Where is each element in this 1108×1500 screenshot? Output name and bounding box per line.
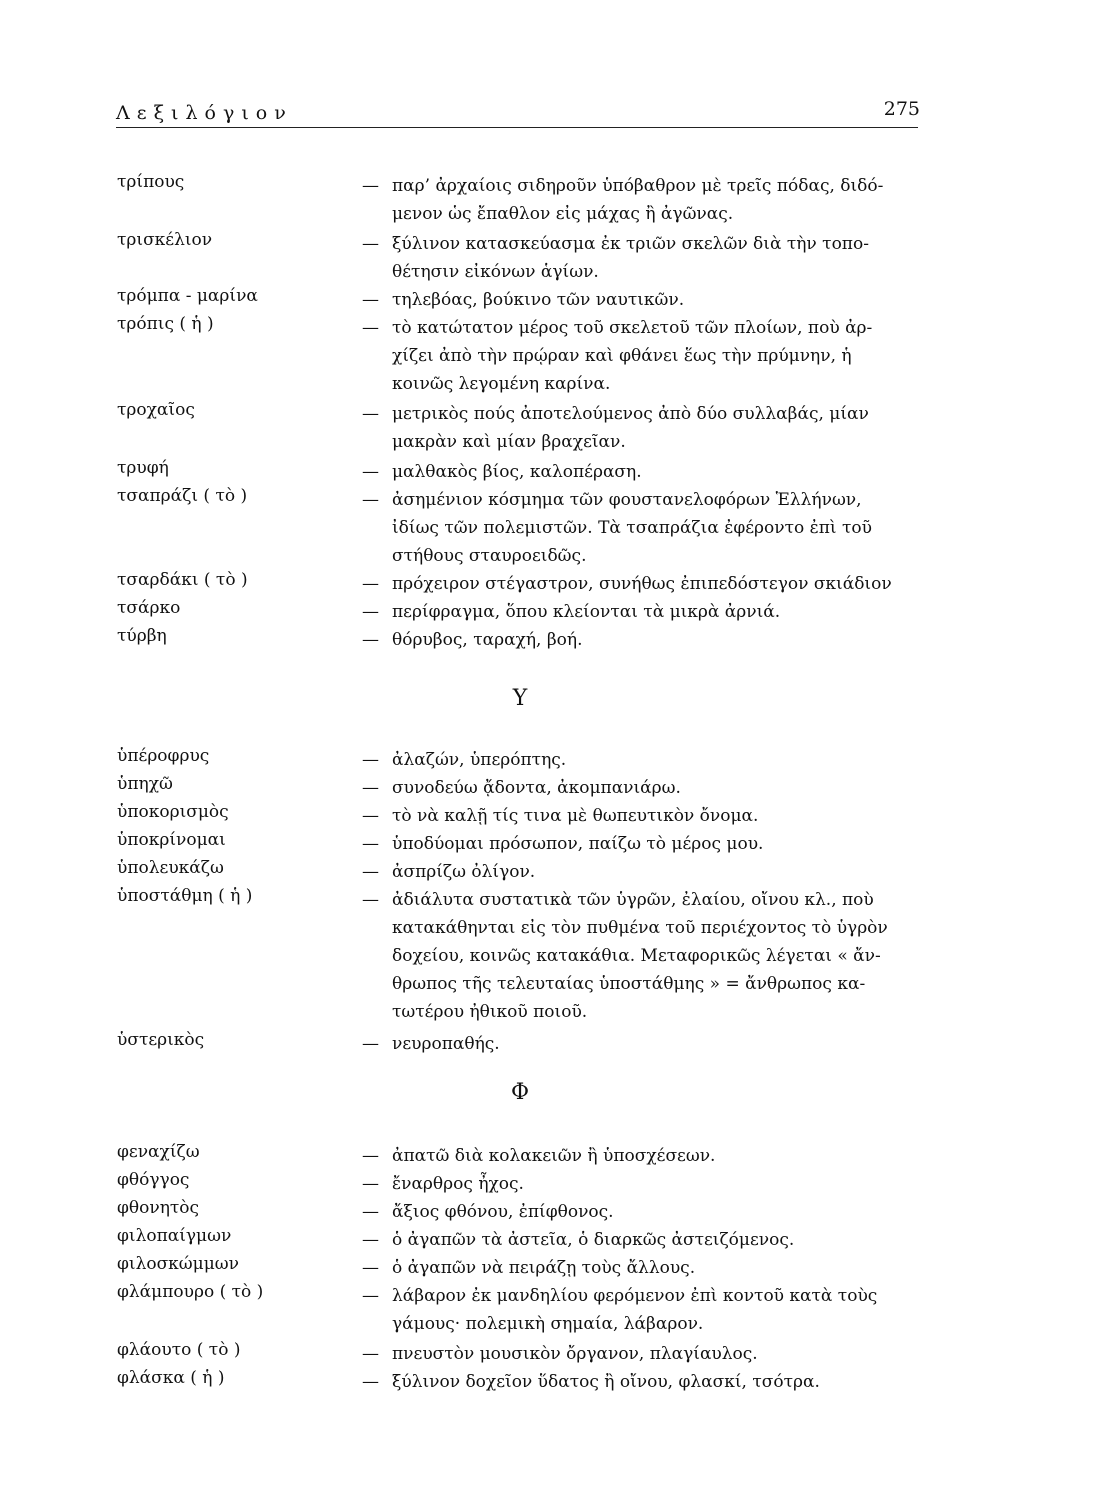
definition-text: παρ’ ἀρχαίοις σιδηροῦν ὑπόβαθρον μὲ τρεῖς πόδας, διδό- — [392, 176, 884, 196]
definition-line — [362, 886, 936, 914]
entry-term: φιλοπαίγμων — [117, 1226, 232, 1246]
entry-definition — [362, 598, 936, 626]
definition-line — [362, 172, 936, 200]
entry-definition — [362, 886, 936, 1026]
definition-line — [362, 286, 936, 314]
entry-definition — [362, 746, 936, 774]
entry-term: ὑποκορισμὸς — [117, 802, 229, 822]
entry-definition — [362, 1226, 936, 1254]
definition-line — [362, 1340, 936, 1368]
definition-line — [362, 1198, 936, 1226]
definition-text: πρόχειρον στέγαστρον, συνήθως ἐπιπεδόστεγον σκιάδιον — [392, 574, 892, 594]
entry-term: τρόμπα - μαρίνα — [117, 286, 258, 306]
em-dash: — — [362, 462, 379, 482]
entry-term: ὑπολευκάζω — [117, 858, 224, 878]
em-dash: — — [362, 1034, 379, 1054]
definition-line — [362, 1310, 936, 1338]
em-dash: — — [362, 602, 379, 622]
em-dash: — — [362, 834, 379, 854]
entry-definition — [362, 802, 936, 830]
definition-line — [362, 970, 936, 998]
em-dash: — — [362, 318, 379, 338]
definition-line — [362, 486, 936, 514]
entry-term: τρισκέλιον — [117, 230, 213, 250]
definition-text: ἄξιος φθόνου, ἐπίφθονος. — [392, 1202, 614, 1222]
definition-text: ξύλινον κατασκεύασμα ἐκ τριῶν σκελῶν διὰ τὴν τοπο- — [392, 234, 869, 254]
em-dash: — — [362, 490, 379, 510]
definition-text: ὑποδύομαι πρόσωπον, παίζω τὸ μέρος μου. — [392, 834, 764, 854]
definition-line — [362, 1282, 936, 1310]
entry-term: τσαπράζι ( τὸ ) — [117, 486, 248, 506]
definition-line — [362, 200, 936, 228]
definition-text: μενον ὡς ἔπαθλον εἰς μάχας ἢ ἀγῶνας. — [392, 204, 734, 224]
em-dash: — — [362, 806, 379, 826]
definition-text: ἀδιάλυτα συστατικὰ τῶν ὑγρῶν, ἐλαίου, οἴνου κλ., ποὺ — [392, 890, 874, 910]
entry-term: τσαρδάκι ( τὸ ) — [117, 570, 248, 590]
entry-term: φιλοσκώμμων — [117, 1254, 239, 1274]
entry-definition — [362, 286, 936, 314]
section-letter-upsilon: Υ — [512, 686, 528, 711]
definition-line — [362, 542, 936, 570]
page-number: 275 — [883, 98, 920, 120]
entry-term: ὑστερικὸς — [117, 1030, 205, 1050]
em-dash: — — [362, 176, 379, 196]
definition-text: δοχείου, κοινῶς κατακάθια. Μεταφορικῶς λέγεται « ἄν- — [392, 946, 881, 966]
definition-text: κοινῶς λεγομένη καρίνα. — [392, 374, 611, 394]
em-dash: — — [362, 1174, 379, 1194]
definition-line — [362, 570, 936, 598]
entry-term: ὑπέροφρυς — [117, 746, 210, 766]
entry-definition — [362, 172, 936, 228]
running-head-title: Λεξιλόγιον — [116, 102, 293, 124]
definition-line — [362, 626, 936, 654]
em-dash: — — [362, 1230, 379, 1250]
entry-definition — [362, 1340, 936, 1368]
definition-line — [362, 1170, 936, 1198]
entry-definition — [362, 858, 936, 886]
entry-definition — [362, 230, 936, 286]
definition-text: κατακάθηνται εἰς τὸν πυθμένα τοῦ περιέχοντος τὸ ὑγρὸν — [392, 918, 888, 938]
entry-definition — [362, 314, 936, 398]
entry-term: τρυφή — [117, 458, 169, 478]
em-dash: — — [362, 1146, 379, 1166]
em-dash: — — [362, 630, 379, 650]
entry-definition — [362, 1030, 936, 1058]
definition-line — [362, 230, 936, 258]
entry-term: ὑποστάθμη ( ἡ ) — [117, 886, 253, 906]
entry-definition — [362, 626, 936, 654]
definition-text: ἀσπρίζω ὀλίγον. — [392, 862, 536, 882]
definition-text: μαλθακὸς βίος, καλοπέραση. — [392, 462, 642, 482]
definition-text: λάβαρον ἐκ μανδηλίου φερόμενον ἐπὶ κοντοῦ κατὰ τοὺς — [392, 1286, 878, 1306]
definition-line — [362, 1142, 936, 1170]
definition-line — [362, 314, 936, 342]
em-dash: — — [362, 404, 379, 424]
entry-term: φλάσκα ( ἡ ) — [117, 1368, 225, 1388]
definition-text: ἰδίως τῶν πολεμιστῶν. Τὰ τσαπράζια ἐφέροντο ἐπὶ τοῦ — [392, 518, 872, 538]
definition-text: θόρυβος, ταραχή, βοή. — [392, 630, 583, 650]
definition-text: ἔναρθρος ἦχος. — [392, 1174, 524, 1194]
definition-line — [362, 1030, 936, 1058]
definition-line — [362, 858, 936, 886]
em-dash: — — [362, 890, 379, 910]
definition-line — [362, 998, 936, 1026]
em-dash: — — [362, 862, 379, 882]
definition-text: συνοδεύω ᾄδοντα, ἀκομπανιάρω. — [392, 778, 681, 798]
definition-line — [362, 428, 936, 456]
definition-line — [362, 774, 936, 802]
entry-definition — [362, 1254, 936, 1282]
em-dash: — — [362, 234, 379, 254]
em-dash: — — [362, 1286, 379, 1306]
definition-text: θέτησιν εἰκόνων ἁγίων. — [392, 262, 599, 282]
definition-text: νευροπαθής. — [392, 1034, 500, 1054]
entry-term: φθόγγος — [117, 1170, 190, 1190]
definition-text: ἀσημένιον κόσμημα τῶν φουστανελοφόρων Ἑλλήνων, — [392, 490, 862, 510]
definition-text: μακρὰν καὶ μίαν βραχεῖαν. — [392, 432, 626, 452]
entry-definition — [362, 400, 936, 456]
definition-text: ὁ ἀγαπῶν νὰ πειράζῃ τοὺς ἄλλους. — [392, 1258, 696, 1278]
entry-definition — [362, 570, 936, 598]
definition-line — [362, 598, 936, 626]
entry-term: τσάρκο — [117, 598, 181, 618]
em-dash: — — [362, 750, 379, 770]
definition-text: τὸ νὰ καλῇ τίς τινα μὲ θωπευτικὸν ὄνομα. — [392, 806, 759, 826]
em-dash: — — [362, 778, 379, 798]
definition-text: περίφραγμα, ὅπου κλείονται τὰ μικρὰ ἀρνιά. — [392, 602, 781, 622]
definition-text: μετρικὸς πούς ἀποτελούμενος ἀπὸ δύο συλλαβάς, μίαν — [392, 404, 869, 424]
entry-term: τρόπις ( ἡ ) — [117, 314, 214, 334]
definition-text: ἀπατῶ διὰ κολακειῶν ἢ ὑποσχέσεων. — [392, 1146, 716, 1166]
entry-term: τρίπους — [117, 172, 185, 192]
definition-text: στήθους σταυροειδῶς. — [392, 546, 587, 566]
entry-term: τροχαῖος — [117, 400, 195, 420]
header-rule — [116, 127, 918, 128]
definition-text: χίζει ἀπὸ τὴν πρῴραν καὶ φθάνει ἕως τὴν πρύμνην, ἡ — [392, 346, 852, 366]
em-dash: — — [362, 1258, 379, 1278]
definition-line — [362, 746, 936, 774]
entry-term: φθονητὸς — [117, 1198, 200, 1218]
definition-line — [362, 802, 936, 830]
entry-definition — [362, 1368, 936, 1396]
entry-definition — [362, 1198, 936, 1226]
definition-text: τηλεβόας, βούκινο τῶν ναυτικῶν. — [392, 290, 685, 310]
definition-text: γάμους· πολεμικὴ σημαία, λάβαρον. — [392, 1314, 704, 1334]
definition-line — [362, 942, 936, 970]
definition-line — [362, 370, 936, 398]
entry-term: τύρβη — [117, 626, 167, 646]
entry-definition — [362, 1142, 936, 1170]
definition-line — [362, 342, 936, 370]
definition-text: πνευστὸν μουσικὸν ὄργανον, πλαγίαυλος. — [392, 1344, 758, 1364]
entry-definition — [362, 1282, 936, 1338]
definition-line — [362, 514, 936, 542]
definition-text: ξύλινον δοχεῖον ὕδατος ἢ οἴνου, φλασκί, τσότρα. — [392, 1372, 820, 1392]
em-dash: — — [362, 1344, 379, 1364]
definition-text: θρωπος τῆς τελευταίας ὑποστάθμης » = ἄνθρωπος κα- — [392, 974, 866, 994]
em-dash: — — [362, 290, 379, 310]
definition-line — [362, 458, 936, 486]
em-dash: — — [362, 574, 379, 594]
entry-definition — [362, 1170, 936, 1198]
entry-term: ὑποκρίνομαι — [117, 830, 226, 850]
definition-text: τὸ κατώτατον μέρος τοῦ σκελετοῦ τῶν πλοίων, ποὺ ἀρ- — [392, 318, 873, 338]
definition-line — [362, 1368, 936, 1396]
definition-line — [362, 400, 936, 428]
definition-line — [362, 830, 936, 858]
definition-text: ὁ ἀγαπῶν τὰ ἀστεῖα, ὁ διαρκῶς ἀστειζόμενος. — [392, 1230, 795, 1250]
section-letter-phi: Φ — [510, 1080, 530, 1105]
entry-definition — [362, 830, 936, 858]
entry-definition — [362, 774, 936, 802]
definition-line — [362, 1226, 936, 1254]
entry-term: ὑπηχῶ — [117, 774, 173, 794]
definition-text: τωτέρου ἠθικοῦ ποιοῦ. — [392, 1002, 588, 1022]
definition-line — [362, 1254, 936, 1282]
definition-text: ἀλαζών, ὑπερόπτης. — [392, 750, 567, 770]
entry-term: φεναχίζω — [117, 1142, 200, 1162]
definition-line — [362, 258, 936, 286]
definition-line — [362, 914, 936, 942]
em-dash: — — [362, 1202, 379, 1222]
entry-definition — [362, 458, 936, 486]
entry-term: φλάουτο ( τὸ ) — [117, 1340, 241, 1360]
entry-definition — [362, 486, 936, 570]
em-dash: — — [362, 1372, 379, 1392]
entry-term: φλάμπουρο ( τὸ ) — [117, 1282, 264, 1302]
